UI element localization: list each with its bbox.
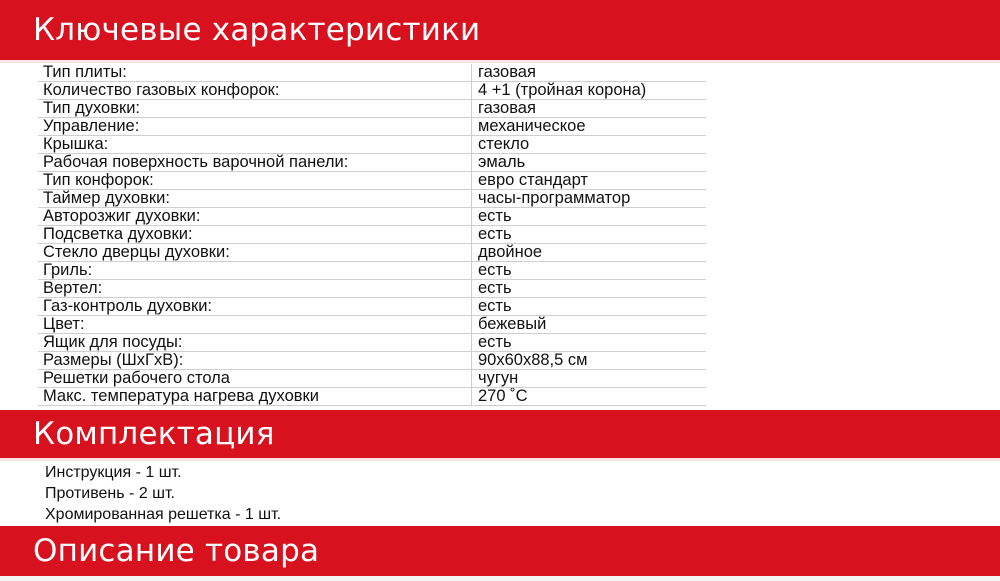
spec-value: двойное xyxy=(472,244,707,262)
spec-row xyxy=(38,100,706,118)
spec-value: есть xyxy=(472,298,707,316)
spec-label: Размеры (ШхГхВ): xyxy=(38,352,472,370)
spec-row xyxy=(38,64,706,82)
spec-value: 90х60х88,5 см xyxy=(472,352,707,370)
spec-value: газовая xyxy=(472,100,707,118)
specs-table xyxy=(38,64,706,406)
spec-value: есть xyxy=(472,280,707,298)
spec-row xyxy=(38,298,706,316)
spec-label: Решетки рабочего стола xyxy=(38,370,472,388)
spec-row xyxy=(38,82,706,100)
spec-row xyxy=(38,118,706,136)
spec-label: Газ-контроль духовки: xyxy=(38,298,472,316)
section-title-specs: Ключевые характеристики xyxy=(33,11,481,48)
kit-item: Хромированная решетка - 1 шт. xyxy=(45,506,282,523)
section-title-description: Описание товара xyxy=(33,532,320,569)
spec-row xyxy=(38,370,706,388)
spec-value: часы-программатор xyxy=(472,190,707,208)
spec-label: Количество газовых конфорок: xyxy=(38,82,472,100)
spec-value: чугун xyxy=(472,370,707,388)
kit-list xyxy=(45,462,281,525)
spec-value: эмаль xyxy=(472,154,707,172)
spec-label: Крышка: xyxy=(38,136,472,154)
spec-label: Рабочая поверхность варочной панели: xyxy=(38,154,472,172)
footer-strip xyxy=(0,576,1000,581)
spec-value: есть xyxy=(472,262,707,280)
spec-label: Таймер духовки: xyxy=(38,190,472,208)
spec-label: Тип плиты: xyxy=(38,64,472,82)
spec-label: Гриль: xyxy=(38,262,472,280)
spec-row xyxy=(38,352,706,370)
spec-value: механическое xyxy=(472,118,707,136)
spec-row xyxy=(38,172,706,190)
section-header-description xyxy=(0,526,1000,576)
spec-row xyxy=(38,262,706,280)
spec-value: газовая xyxy=(472,64,707,82)
kit-item: Инструкция - 1 шт. xyxy=(45,464,182,481)
spec-label: Управление: xyxy=(38,118,472,136)
spec-row xyxy=(38,154,706,172)
section-title-kit: Комплектация xyxy=(33,415,275,452)
spec-value: 4 +1 (тройная корона) xyxy=(472,82,707,100)
spec-label: Авторозжиг духовки: xyxy=(38,208,472,226)
spec-row xyxy=(38,280,706,298)
spec-label: Макс. температура нагрева духовки xyxy=(38,388,472,406)
spec-row xyxy=(38,316,706,334)
spec-row xyxy=(38,208,706,226)
spec-value: стекло xyxy=(472,136,707,154)
spec-label: Подсветка духовки: xyxy=(38,226,472,244)
spec-value: есть xyxy=(472,334,707,352)
spec-row xyxy=(38,136,706,154)
spec-value: бежевый xyxy=(472,316,707,334)
spec-row xyxy=(38,226,706,244)
spec-row xyxy=(38,334,706,352)
spec-value: есть xyxy=(472,208,707,226)
spec-label: Цвет: xyxy=(38,316,472,334)
spec-label: Стекло дверцы духовки: xyxy=(38,244,472,262)
spec-row xyxy=(38,190,706,208)
section-header-specs xyxy=(0,0,1000,60)
section-header-kit xyxy=(0,410,1000,458)
spec-label: Тип конфорок: xyxy=(38,172,472,190)
spec-label: Вертел: xyxy=(38,280,472,298)
spec-value: есть xyxy=(472,226,707,244)
spec-row xyxy=(38,244,706,262)
spec-value: евро стандарт xyxy=(472,172,707,190)
spec-label: Ящик для посуды: xyxy=(38,334,472,352)
kit-item: Противень - 2 шт. xyxy=(45,485,175,502)
spec-label: Тип духовки: xyxy=(38,100,472,118)
spec-value: 270 ˚С xyxy=(472,388,707,406)
spec-row xyxy=(38,388,706,406)
